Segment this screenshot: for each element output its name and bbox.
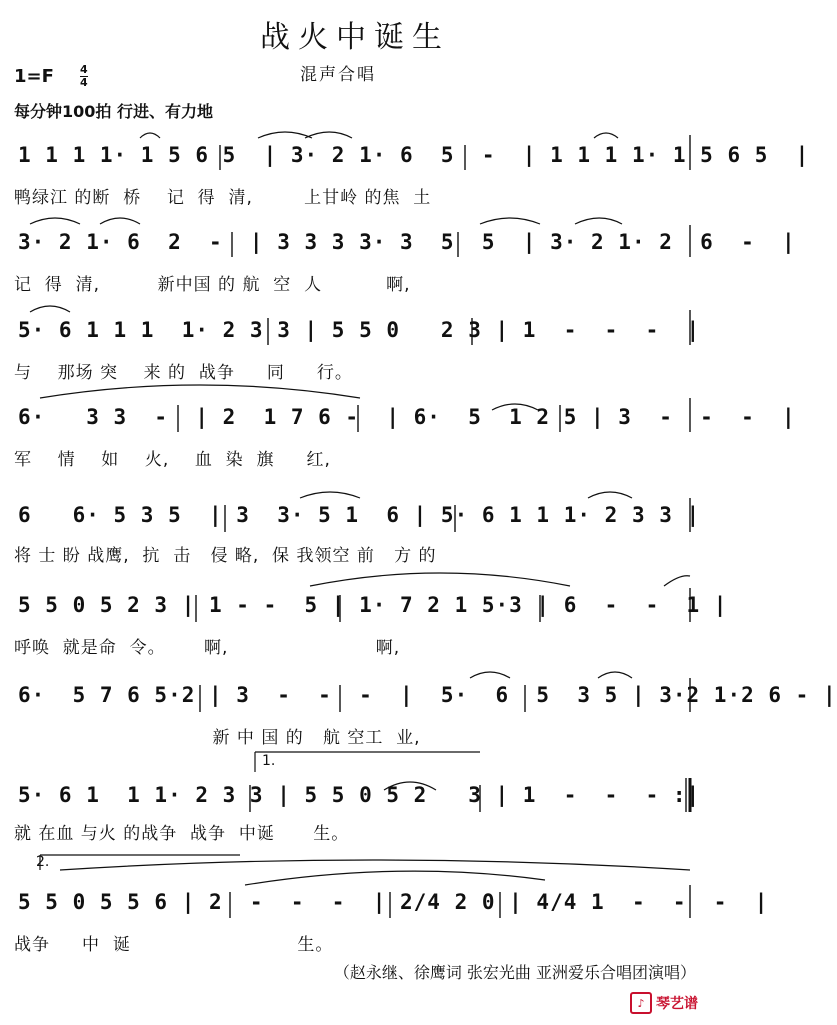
time-signature-bottom: 4 (80, 76, 88, 89)
tempo-marking: 每分钟100拍 行进、有力地 (14, 102, 213, 121)
watermark-logo (630, 992, 698, 1014)
volta-second-label: 2. (36, 854, 50, 870)
lyrics-line: 军 情 如 火, 血 染 旗 红, (14, 450, 331, 470)
notation-line: 5 5 0 5 2 3 | 1 - - 5 | 1· 7 2 1 5·3 | 6 - - 1 | (18, 593, 728, 617)
lyrics-line: 战争 中 诞 生。 (14, 935, 334, 955)
notation-line: 5· 6 1 1 1 1· 2 3 3 | 5 5 0 2 3 | 1 - - - | (18, 318, 701, 342)
lyrics-line: 记 得 清, 新中国 的 航 空 人 啊, (14, 275, 411, 295)
lyrics-line: 就 在血 与火 的战争 战争 中诞 生。 (14, 824, 350, 844)
watermark-text: 琴艺谱 (656, 996, 698, 1012)
notation-line: 6· 5 7 6 5·2 | 3 - - - | 5· 6 5 3 5 | 3·2 1·2 6 - | (18, 683, 837, 707)
notation-line: 1 1 1 1· 1 5 6 5 | 3· 2 1· 6 5 - | 1 1 1 1· 1 5 6 5 | (18, 143, 810, 167)
notation-line: 3· 2 1· 6 2 - | 3 3 3 3· 3 5 5 | 3· 2 1· 2 6 - | (18, 230, 796, 254)
song-subtitle: 混声合唱 (300, 65, 376, 85)
song-title: 战火中诞生 (260, 20, 450, 55)
lyrics-line: 将 士 盼 战鹰, 抗 击 侵 略, 保 我领空 前 方 的 (14, 546, 437, 566)
credits-line: （赵永继、徐鹰词 张宏光曲 亚洲爱乐合唱团演唱） (333, 963, 696, 982)
logo-icon: ♪ (630, 992, 652, 1014)
notation-line: 5 5 0 5 5 6 | 2 - - - | 2/4 2 0 | 4/4 1 - - - | (18, 890, 769, 914)
notation-line: 6 6· 5 3 5 | 3 3· 5 1 6 | 5· 6 1 1 1· 2 3 3 | (18, 503, 701, 527)
lyrics-line: 鸭绿江 的断 桥 记 得 清, 上甘岭 的焦 土 (14, 188, 432, 208)
lyrics-line: 呼唤 就是命 令。 啊, 啊, (14, 638, 401, 658)
notation-line: 6· 3 3 - | 2 1 7 6 - | 6· 5 1 2 5 | 3 - - - | (18, 405, 796, 429)
lyrics-line: 新 中 国 的 航 空工 业, (14, 728, 421, 748)
time-signature-top: 4 (80, 63, 88, 76)
notation-line: 5· 6 1 1 1· 2 3 3 | 5 5 0 5 2 3 | 1 - - - :| (18, 783, 701, 807)
volta-first-label: 1. (262, 753, 276, 769)
key-signature: 1=F (14, 66, 54, 87)
lyrics-line: 与 那场 突 来 的 战争 同 行。 (14, 363, 353, 383)
